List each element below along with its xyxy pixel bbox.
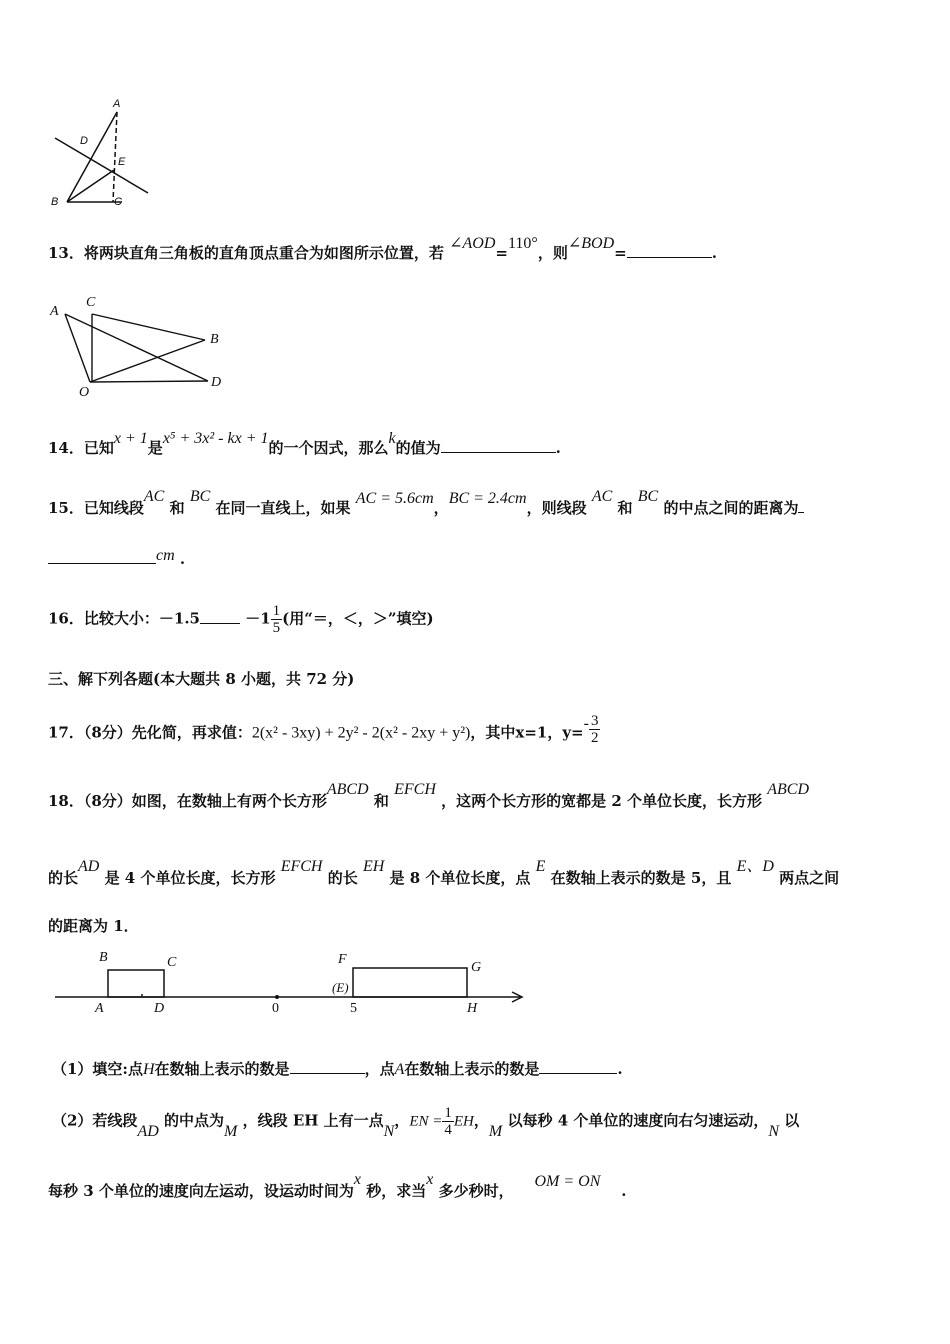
q17-frac-den: 2 <box>590 730 599 746</box>
fig13-line-OB <box>90 340 205 382</box>
fig18-rect-efgh <box>353 968 467 997</box>
section-3-title: 三、解下列各题(本大题共 8 小题，共 72 分) <box>48 670 355 688</box>
q15-text2: 在同一直线上，如果 <box>215 499 351 517</box>
q14-var-k: k <box>388 430 396 447</box>
question-18-line2 <box>48 858 840 888</box>
q18-2-en: EN = <box>409 1113 443 1130</box>
q14-answer-blank[interactable] <box>441 452 556 453</box>
q14-factor: x + 1 <box>113 430 148 447</box>
q16-text2: (用“＝，＜，＞”填空) <box>282 609 434 628</box>
q18-2-ad: AD <box>137 1122 159 1140</box>
q18-2-x: x <box>353 1171 361 1188</box>
fig13-label-d: D <box>211 375 222 390</box>
q14-polynomial: x⁵ + 3x² - kx + 1 <box>162 430 269 447</box>
q18-2-text4: 以每秒 4 个单位的速度向右匀速运动， <box>507 1111 769 1130</box>
q18-2-fraction <box>442 1105 454 1138</box>
fig18-rect-abcd <box>108 970 164 997</box>
q16-value-b-int: －1 <box>245 609 271 628</box>
q18-1-end: . <box>617 1060 623 1078</box>
q14-number: 14． <box>48 439 84 457</box>
fig13-line-CB <box>92 314 205 340</box>
q13-text1: 将两块直角三角板的直角顶点重合为如图所示位置，若 <box>83 244 444 262</box>
q18-text3: 的长 <box>48 869 79 887</box>
fig18-label-d: D <box>154 1001 165 1016</box>
q15-number: 15． <box>48 499 84 517</box>
q18-points-ed: E、D <box>736 858 774 875</box>
q15-text1: 已知线段 <box>83 499 144 517</box>
q15-comma: ， <box>433 499 449 517</box>
q16-number: 16． <box>48 609 84 628</box>
q18-rect-abcd: ABCD <box>326 781 369 798</box>
q18-2-comma2: ， <box>473 1111 489 1130</box>
q15-unit: cm <box>156 547 175 564</box>
q16-text1: 比较大小： <box>83 609 159 628</box>
fig18-small-dot <box>141 994 143 996</box>
q17-frac-num: 3 <box>590 713 599 729</box>
q17-text2: ，其中 <box>470 723 516 742</box>
q16-fraction <box>271 603 283 636</box>
q16-frac-num: 1 <box>272 603 281 619</box>
q14-text1: 已知 <box>83 439 114 457</box>
q13-number: 13． <box>48 244 84 262</box>
question-17 <box>48 713 600 750</box>
q18-1-blank-h[interactable] <box>290 1073 365 1074</box>
q13-value: 110° <box>508 235 538 252</box>
q17-y-fraction <box>589 713 601 746</box>
q15-seg-bc: BC <box>189 488 211 505</box>
q15-and2: 和 <box>617 499 633 517</box>
q14-end: . <box>555 439 561 457</box>
q18-2-text5: 以 <box>784 1111 800 1130</box>
fig12-line-DE-extended <box>55 138 148 193</box>
fig18-label-a: A <box>95 1001 104 1016</box>
fig12-label-e: E <box>118 156 126 168</box>
q17-expression: 2(x² - 3xy) + 2y² - 2(x² - 2xy + y²) <box>251 724 471 742</box>
q18-2-text6: 每秒 3 个单位的速度向左运动，设运动时间为 <box>48 1182 354 1200</box>
q18-and: 和 <box>373 792 389 810</box>
q18-1-text2: 在数轴上表示的数是 <box>154 1060 290 1078</box>
fig18-label-g: G <box>471 960 482 975</box>
fig18-label-zero: 0 <box>272 1001 279 1016</box>
question-15 <box>48 488 804 518</box>
q16-frac-den: 5 <box>272 620 281 636</box>
q14-text2: 是 <box>147 439 163 457</box>
q15-end: . <box>179 550 186 568</box>
q18-1-point-h: H <box>142 1061 155 1078</box>
q17-x-value: x=1， <box>515 723 563 742</box>
q18-2-frac-num: 1 <box>444 1105 452 1121</box>
q18-2-text8: 多少秒时， <box>438 1182 514 1200</box>
q18-number: 18． <box>48 792 84 810</box>
fig18-label-five: 5 <box>350 1001 357 1016</box>
fig12-line-AC-dashed <box>113 112 117 202</box>
q13-eq2: = <box>614 244 627 262</box>
q18-2-text1: （2）若线段 <box>52 1111 138 1130</box>
question-18-line3: 的距离为 1． <box>48 917 139 935</box>
q18-2-comma: ， <box>394 1111 410 1130</box>
fig13-label-o: O <box>79 385 90 400</box>
fig13-line-OD <box>90 381 208 382</box>
q18-2-n2: N <box>768 1122 780 1140</box>
q13-eq1: = <box>495 244 508 262</box>
fig12-label-c: C <box>114 196 122 208</box>
q18-point-e: E <box>535 858 546 875</box>
q18-text2: ，这两个长方形的宽都是 2 个单位长度，长方形 <box>441 792 762 810</box>
q18-rect-efch: EFCH <box>394 781 436 798</box>
figure-q12 <box>40 90 170 220</box>
q18-eh: EH <box>362 858 385 875</box>
q18-rect-abcd-2: ABCD <box>767 781 810 798</box>
q18-text7: 在数轴上表示的数是 5，且 <box>550 869 732 887</box>
question-18-line1 <box>48 781 810 811</box>
q15-text3: ，则线段 <box>526 499 587 517</box>
fig18-origin-dot <box>275 995 279 999</box>
q18-text6: 是 8 个单位长度，点 <box>389 869 531 887</box>
q18-2-om-on: OM = ON <box>534 1173 601 1190</box>
q18-2-x2: x <box>426 1171 434 1188</box>
fig18-label-e: (E) <box>332 980 349 995</box>
q13-answer-blank[interactable] <box>627 257 712 258</box>
question-15-line2 <box>48 547 186 569</box>
fig12-label-a: A <box>113 98 121 110</box>
fig13-label-b: B <box>210 332 219 347</box>
q15-and1: 和 <box>169 499 185 517</box>
q18-1-point-a: A <box>394 1061 405 1078</box>
q15-bc-length: BC = 2.4cm <box>448 490 527 507</box>
q17-y-label: y= <box>562 723 584 742</box>
fig18-label-c: C <box>167 955 177 970</box>
q18-rect-efch-2: EFCH <box>280 858 323 875</box>
q15-seg-bc-2: BC <box>637 488 659 505</box>
fig18-label-b: B <box>99 950 108 965</box>
q18-2-end: . <box>621 1182 627 1200</box>
q17-y-sign: - <box>583 714 589 732</box>
q18-1-blank-a[interactable] <box>539 1073 617 1074</box>
figure-q18-number-line <box>50 955 530 1020</box>
fig13-label-a: A <box>50 304 59 319</box>
question-18-part2-line1 <box>52 1105 799 1138</box>
q17-text1: （8分）先化简，再求值： <box>83 723 252 742</box>
q18-2-eh: EH <box>453 1113 474 1130</box>
q13-text2: ，则 <box>537 244 568 262</box>
q18-2-text7: 秒，求当 <box>366 1182 427 1200</box>
fig12-label-d: D <box>80 135 88 147</box>
q15-text4: 的中点之间的距离为 <box>663 499 799 517</box>
q18-2-m2: M <box>488 1122 503 1140</box>
fig12-line-BE <box>67 170 114 202</box>
q15-blank-start <box>798 512 804 513</box>
fig13-label-c: C <box>86 295 96 310</box>
q18-2-m: M <box>224 1122 238 1140</box>
question-16 <box>48 603 434 636</box>
q18-2-text3: ，线段 EH 上有一点 <box>242 1111 384 1130</box>
q15-seg-ac-2: AC <box>591 488 613 505</box>
q18-1-text3: ，点 <box>364 1060 395 1078</box>
question-13 <box>48 235 717 263</box>
q18-1-text4: 在数轴上表示的数是 <box>404 1060 540 1078</box>
question-18-part2-line2 <box>48 1171 627 1201</box>
q16-answer-blank[interactable] <box>200 623 240 624</box>
q15-answer-blank[interactable] <box>48 563 156 564</box>
q17-number: 17． <box>48 723 84 742</box>
fig12-label-b: B <box>51 196 59 208</box>
fig18-label-f: F <box>338 952 347 967</box>
q18-2-text2: 的中点为 <box>164 1111 225 1130</box>
q18-text4: 是 4 个单位长度，长方形 <box>104 869 276 887</box>
q18-text5: 的长 <box>327 869 358 887</box>
q13-angle-aod: ∠AOD <box>449 235 496 252</box>
q15-ac-length: AC = 5.6cm <box>355 490 434 507</box>
fig12-line-AB <box>67 112 117 202</box>
question-18-part1 <box>52 1058 623 1079</box>
q16-value-a: －1.5 <box>158 609 200 628</box>
q18-text8: 两点之间 <box>779 869 840 887</box>
q18-2-n: N <box>383 1122 395 1140</box>
q18-1-text1: （1）填空:点 <box>52 1060 143 1078</box>
q18-text1: （8分）如图，在数轴上有两个长方形 <box>83 792 327 810</box>
q13-end: . <box>711 244 717 262</box>
q18-ad: AD <box>78 858 100 875</box>
q14-text3: 的一个因式，那么 <box>268 439 389 457</box>
q14-text4: 的值为 <box>395 439 441 457</box>
fig18-label-h: H <box>467 1001 478 1016</box>
q15-seg-ac: AC <box>143 488 165 505</box>
q18-2-frac-den: 4 <box>444 1122 452 1138</box>
q13-angle-bod: ∠BOD <box>567 235 615 252</box>
question-14 <box>48 430 561 458</box>
